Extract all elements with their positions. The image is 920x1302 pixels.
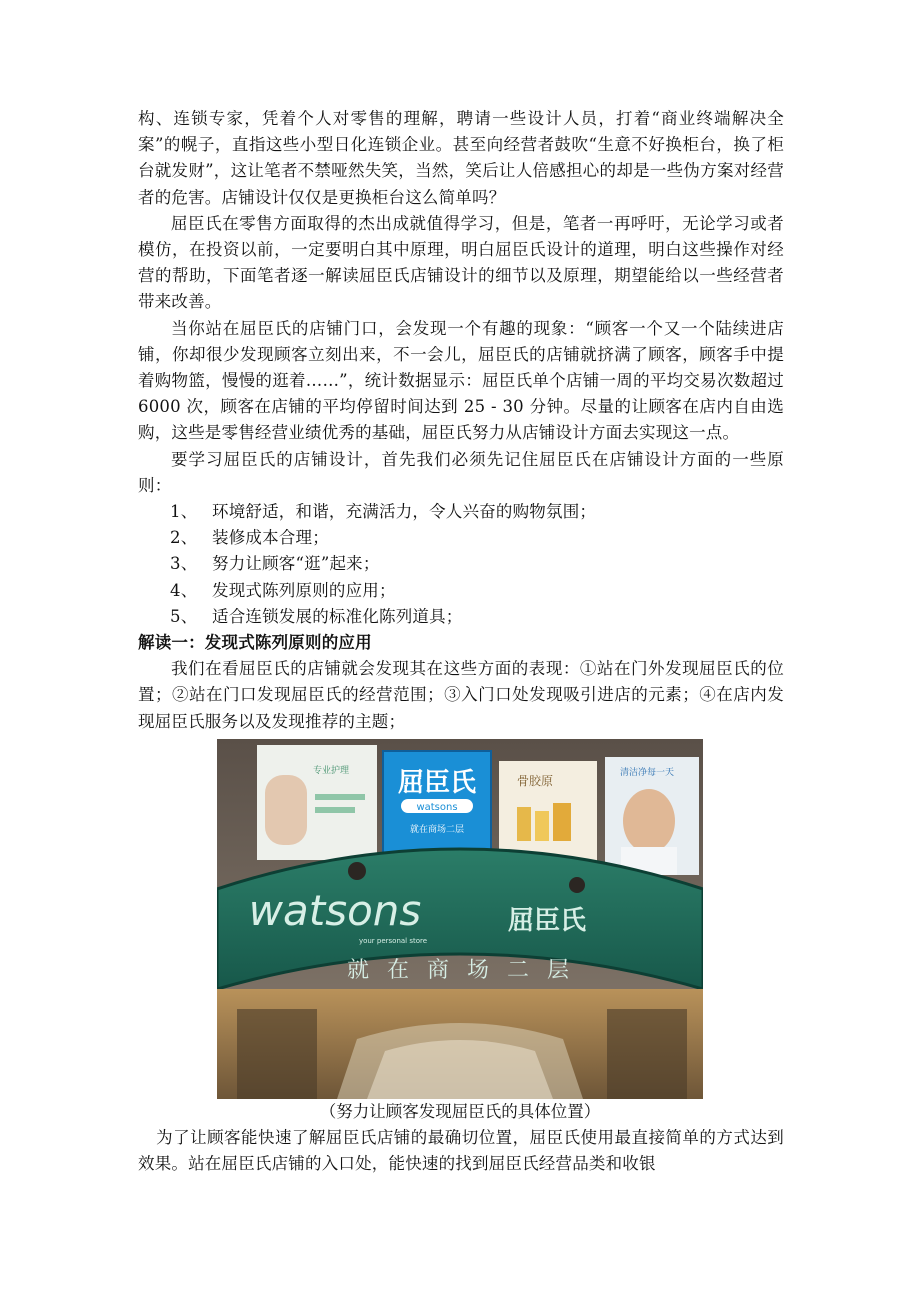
sign-brand-cn: 屈臣氏 xyxy=(507,906,587,936)
sign-floor: 就在商场二层 xyxy=(346,958,588,983)
list-text: 努力让顾客“逛”起来； xyxy=(212,554,380,574)
paragraph-1: 构、连锁专家，凭着个人对零售的理解，聘请一些设计人员，打着“商业终端解决全案”的幌子，直指这些小型日化连锁企业。甚至向经营者鼓吹“生意不好换柜台，换了柜台就发财”，这让笔者不禁哑然失笑，当然，笑后让人倍感担心的却是一些伪方案对经营者的危害。店铺设计仅仅是更换柜台这么简单吗？ xyxy=(138,109,784,207)
list-item xyxy=(138,551,784,577)
paragraph-3: 当你站在屈臣氏的店铺门口，会发现一个有趣的现象：“顾客一个又一个陆续进店铺，你却很少发现顾客立刻出来，不一会儿，屈臣氏的店铺就挤满了顾客，顾客手中提着购物篮，慢慢的逛着……”，统计数据显示：屈臣氏单个店铺一周的平均交易次数超过 6000 次，顾客在店铺的平均停留时间达到 25 - 30 分钟。尽量的让顾客在店内自由选购，这些是零售经营业绩优秀的基础，屈臣氏努力从店铺设计方面去实现这一点。 xyxy=(138,318,784,443)
list-number: 2、 xyxy=(170,528,198,548)
list-text: 发现式陈列原则的应用； xyxy=(212,580,396,600)
lightbox-brand-latin: watsons xyxy=(416,802,458,813)
list-item xyxy=(138,604,784,630)
list-item xyxy=(138,499,784,525)
list-number: 4、 xyxy=(170,580,198,600)
sign-tagline: your personal store xyxy=(358,937,428,945)
storefront-photo xyxy=(217,739,703,1099)
list-number: 3、 xyxy=(170,554,198,574)
list-text: 环境舒适，和谐，充满活力，令人兴奋的购物氛围； xyxy=(212,502,597,522)
list-text: 适合连锁发展的标准化陈列道具； xyxy=(212,606,463,626)
list-text: 装修成本合理； xyxy=(212,528,329,548)
section-paragraph: 我们在看屈臣氏的店铺就会发现其在这些方面的表现：①站在门外发现屈臣氏的位置；②站在门口发现屈臣氏的经营范围；③入门口处发现吸引进店的元素；④在店内发现屈臣氏服务以及发现推荐的主题； xyxy=(138,659,784,731)
paragraph-2: 屈臣氏在零售方面取得的杰出成就值得学习，但是，笔者一再呼吁，无论学习或者模仿，在投资以前，一定要明白其中原理，明白屈臣氏设计的道理，明白这些操作对经营的帮助，下面笔者逐一解读屈臣氏店铺设计的细节以及原理，期望能给以一些经营者带来改善。 xyxy=(138,213,784,312)
list-number: 5、 xyxy=(170,606,198,626)
lightbox-brand-cn: 屈臣氏 xyxy=(397,768,477,798)
ad-left-label: 专业护理 xyxy=(313,766,350,776)
paragraph-4: 要学习屈臣氏的店铺设计，首先我们必须先记住屈臣氏在店铺设计方面的一些原则： xyxy=(138,449,784,495)
photo-caption: （努力让顾客发现屈臣氏的具体位置） xyxy=(319,1102,601,1121)
ad-right-label: 清洁净每一天 xyxy=(619,768,675,778)
list-number: 1、 xyxy=(170,502,198,522)
lightbox-floor: 就在商场二层 xyxy=(409,825,465,835)
list-item xyxy=(138,525,784,551)
sign-brand-latin: watsons xyxy=(248,886,422,935)
closing-text xyxy=(138,1125,784,1177)
section-heading: 解读一：发现式陈列原则的应用 xyxy=(138,633,372,653)
closing-paragraph: 为了让顾客能快速了解屈臣氏店铺的最确切位置，屈臣氏使用最直接简单的方式达到效果。站在屈臣氏店铺的入口处，能快速的找到屈臣氏经营品类和收银 xyxy=(138,1128,784,1174)
principles-list xyxy=(138,499,784,630)
list-item xyxy=(138,578,784,604)
ad-mid-label: 骨胶原 xyxy=(517,774,554,788)
body-text xyxy=(138,106,784,735)
